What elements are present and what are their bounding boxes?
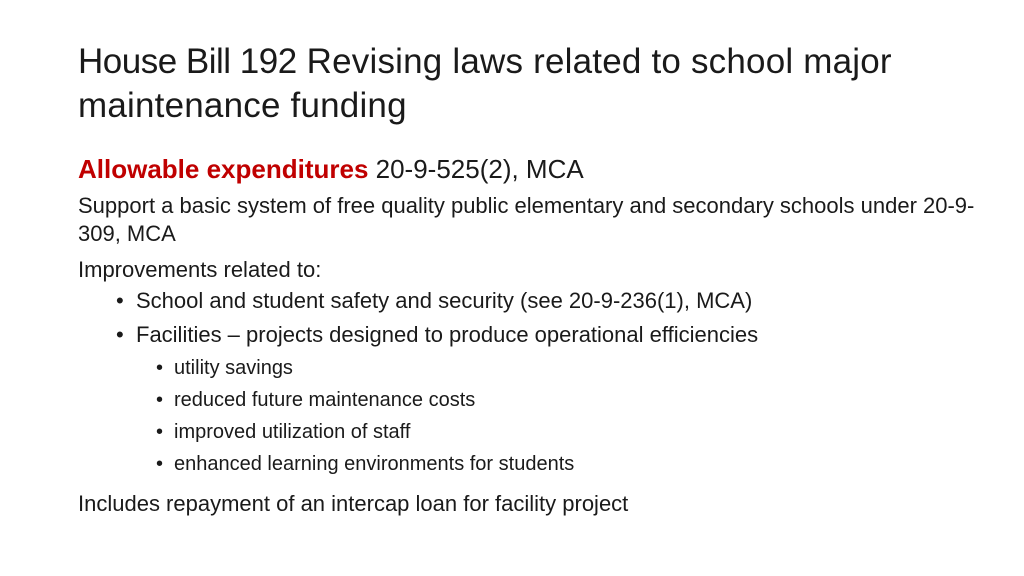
bullet-icon: • [156,389,164,411]
list-item-level2 [78,416,978,448]
bullet-icon: • [156,357,164,379]
list-item-level2 [78,352,978,384]
bullet-icon: • [156,453,164,475]
list-item-text: improved utilization of staff [174,421,411,443]
closing-paragraph: Includes repayment of an intercap loan for facility project [78,491,629,516]
section-heading [78,152,978,186]
list-item-text: School and student safety and security (see 20-9-236(1), MCA) [136,288,753,313]
improvements-label: Improvements related to: [78,257,322,282]
list-item-level2 [78,448,978,480]
support-paragraph: Support a basic system of free quality public elementary and secondary schools under 20-9-309, MCA [78,193,975,246]
section-heading-citation: 20-9-525(2), MCA [368,154,584,184]
list-item-level2 [78,384,978,416]
slide-title [78,40,978,128]
slide-content [78,152,978,518]
list-item-text: utility savings [174,357,293,379]
list-item-level1 [78,284,978,318]
list-item-text: Facilities – projects designed to produce operational efficiencies [136,322,759,347]
bill-description: Revising laws related to school major maintenance funding [78,42,892,125]
bullet-icon: • [156,421,164,443]
bullet-icon: • [116,322,124,347]
list-item-text: reduced future maintenance costs [174,389,476,411]
list-item-text: enhanced learning environments for students [174,453,575,475]
section-heading-label: Allowable expenditures [78,154,369,184]
bill-name: House Bill 192 [78,42,297,81]
list-item-level1 [78,318,978,352]
bullet-icon: • [116,288,124,313]
